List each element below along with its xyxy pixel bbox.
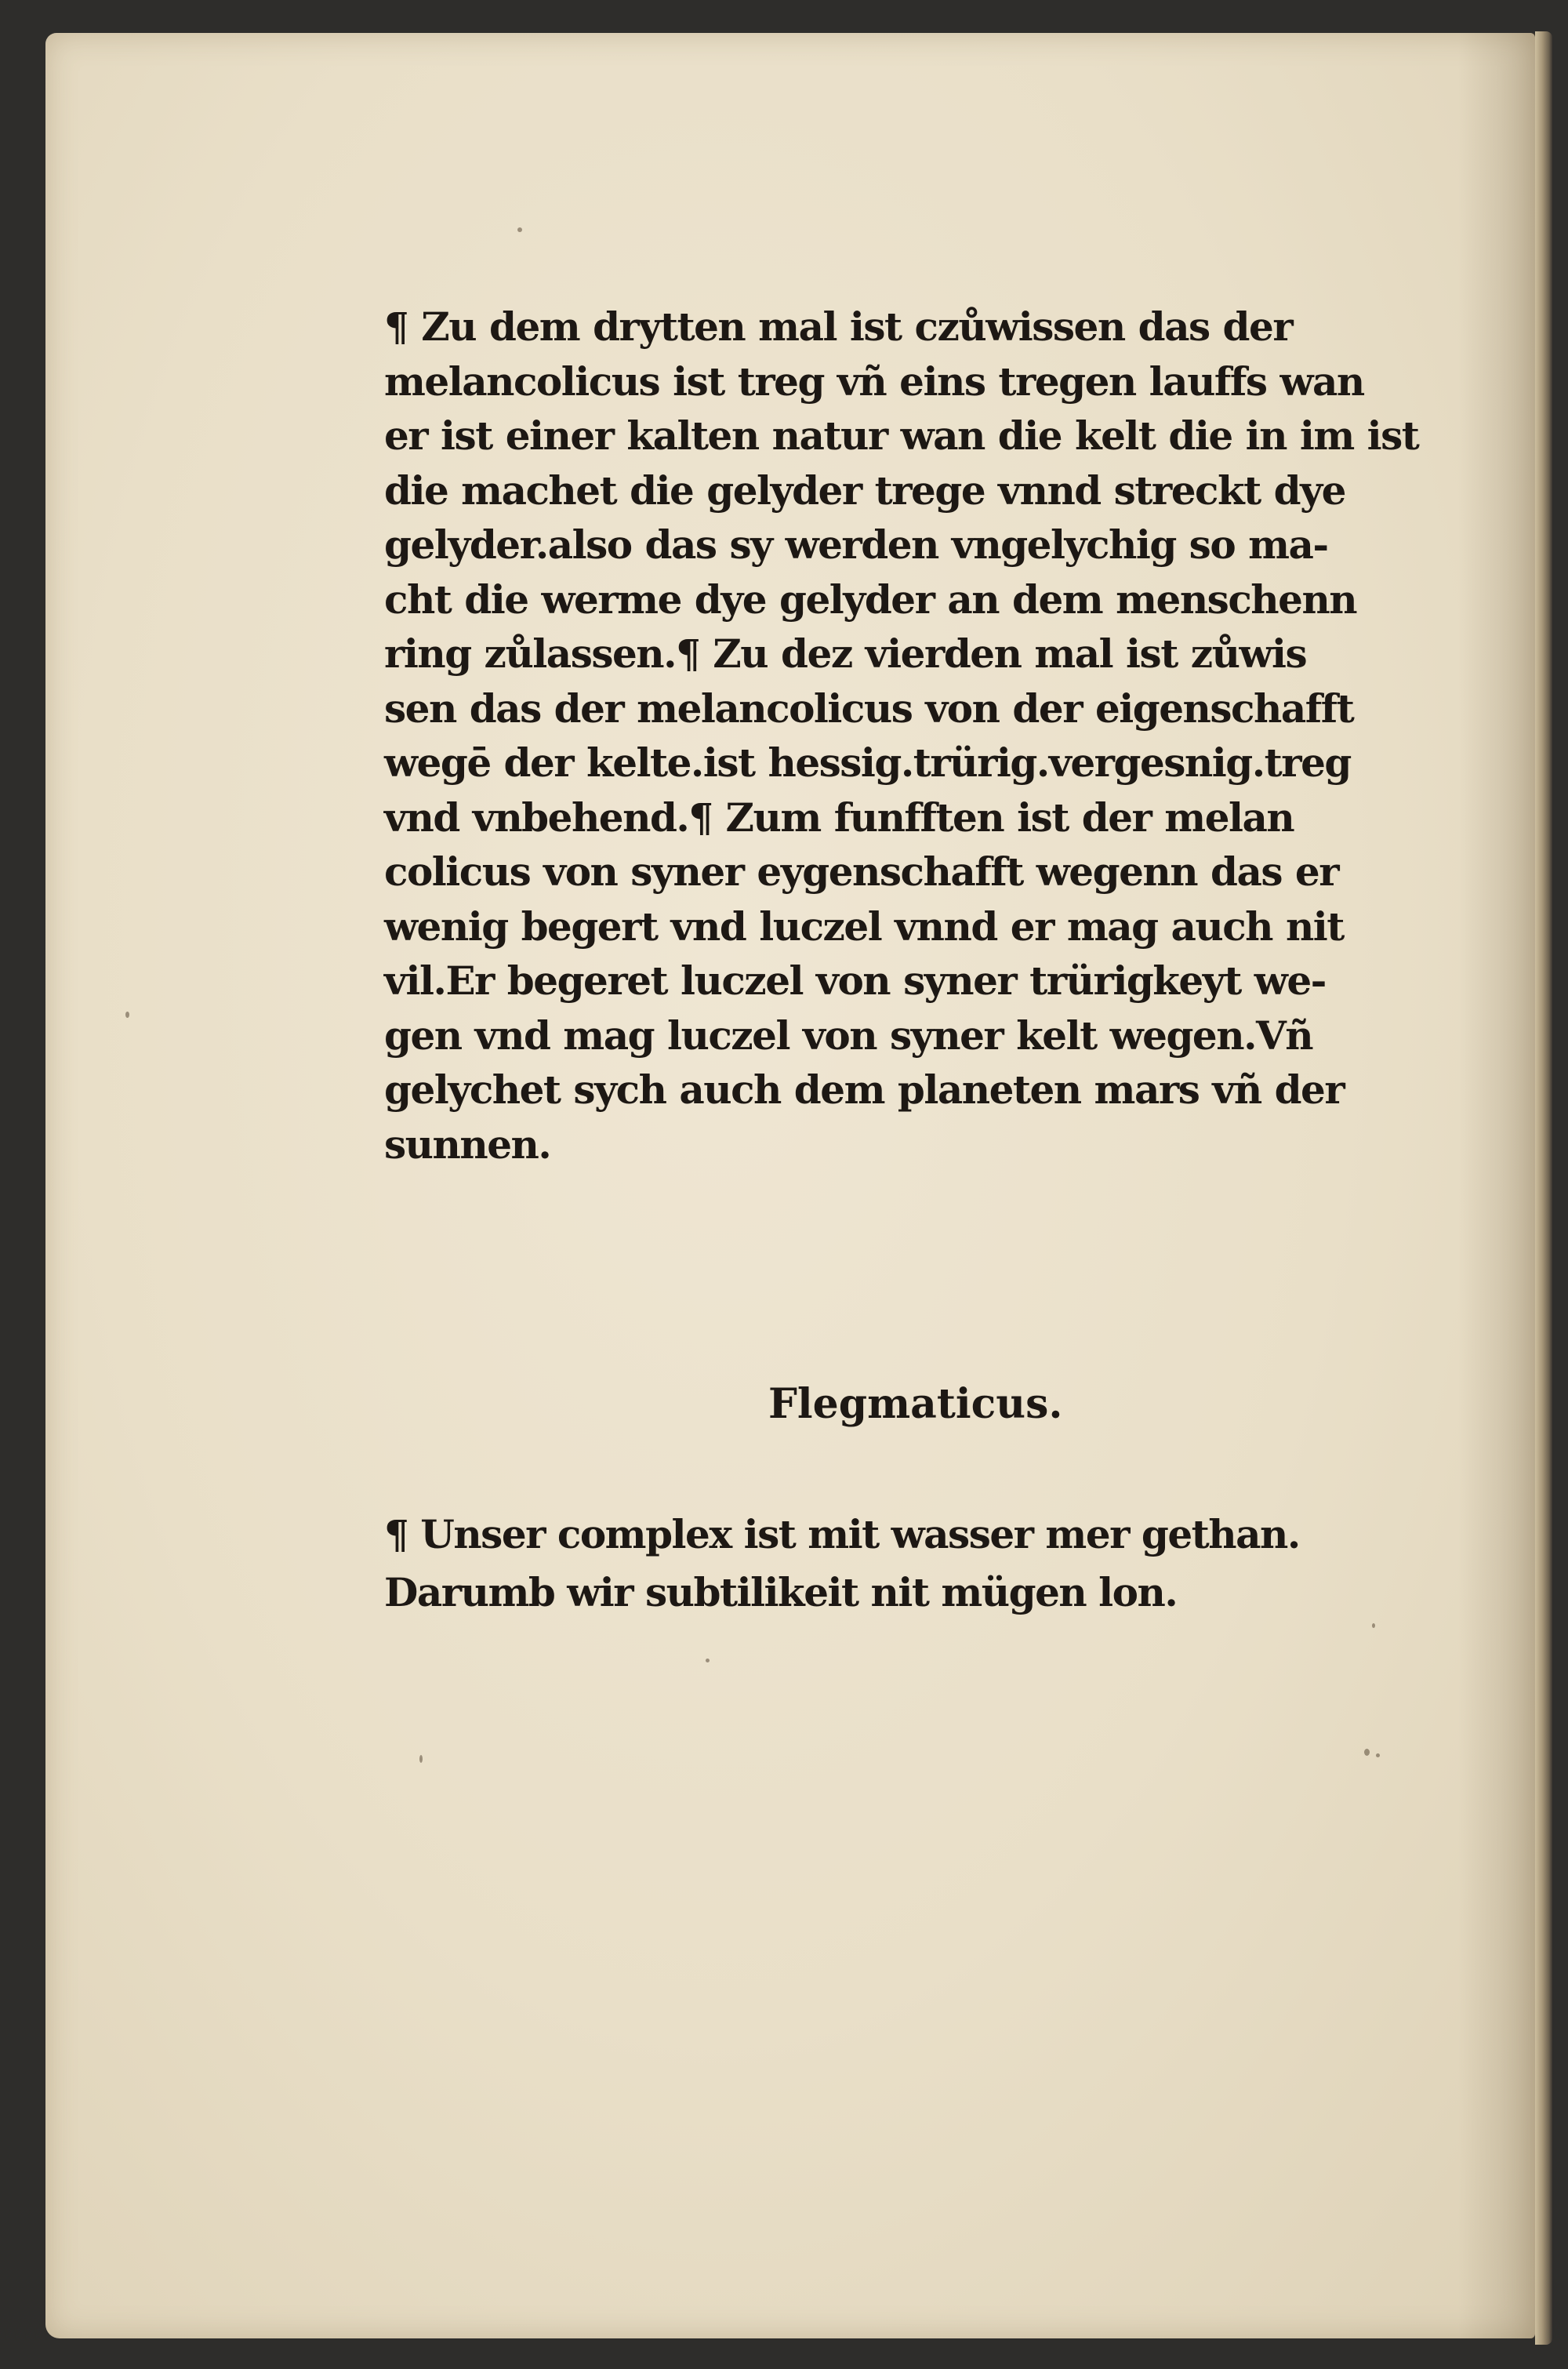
text-line: sunnen. [384,1121,551,1168]
text-line: cht die werme dye gelyder an dem menschenn [384,576,1357,623]
verse-text [384,1506,1403,1622]
ink-speck [517,227,522,232]
page-fold-shadow [1458,33,1535,2338]
ink-speck [706,1659,710,1662]
text-line: wenig begert vnd luczel vnnd er mag auch nit [384,903,1344,950]
text-line: colicus von syner eygenschafft wegenn das er [384,848,1339,895]
text-line: wegē der kelte.ist hessig.trürig.vergesnig.treg [384,739,1351,786]
text-line: ring zůlassen.¶ Zu dez vierden mal ist zůwis [384,630,1307,677]
ink-speck [1364,1749,1370,1756]
section-heading: Flegmaticus. [768,1380,1063,1428]
ink-speck [1376,1753,1380,1757]
text-line: ¶ Zu dem drytten mal ist czůwissen das der [384,303,1293,350]
text-line: melancolicus ist treg vñ eins tregen lauffs wan [384,358,1364,405]
verse-line: ¶ Unser complex ist mit wasser mer gethan. [384,1511,1300,1557]
text-line: gelychet sych auch dem planeten mars vñ der [384,1066,1345,1113]
ink-speck [1372,1623,1375,1628]
page-edge [1535,31,1552,2345]
text-line: vil.Er begeret luczel von syner trürigkeyt we- [384,957,1326,1004]
ink-speck [419,1755,423,1763]
text-line: er ist einer kalten natur wan die kelt die in im ist [384,412,1419,459]
text-line: vnd vnbehend.¶ Zum funfften ist der melan [384,794,1294,841]
text-line: gen vnd mag luczel von syner kelt wegen.Vñ [384,1012,1313,1059]
verse-line: Darumb wir subtilikeit nit mügen lon. [384,1569,1178,1615]
text-line: die machet die gelyder trege vnnd streckt dye [384,467,1345,514]
text-line: gelyder.also das sy werden vngelychig so ma- [384,521,1328,568]
body-text [384,300,1419,1172]
ink-speck [125,1012,129,1018]
text-line: sen das der melancolicus von der eigenschafft [384,685,1354,732]
